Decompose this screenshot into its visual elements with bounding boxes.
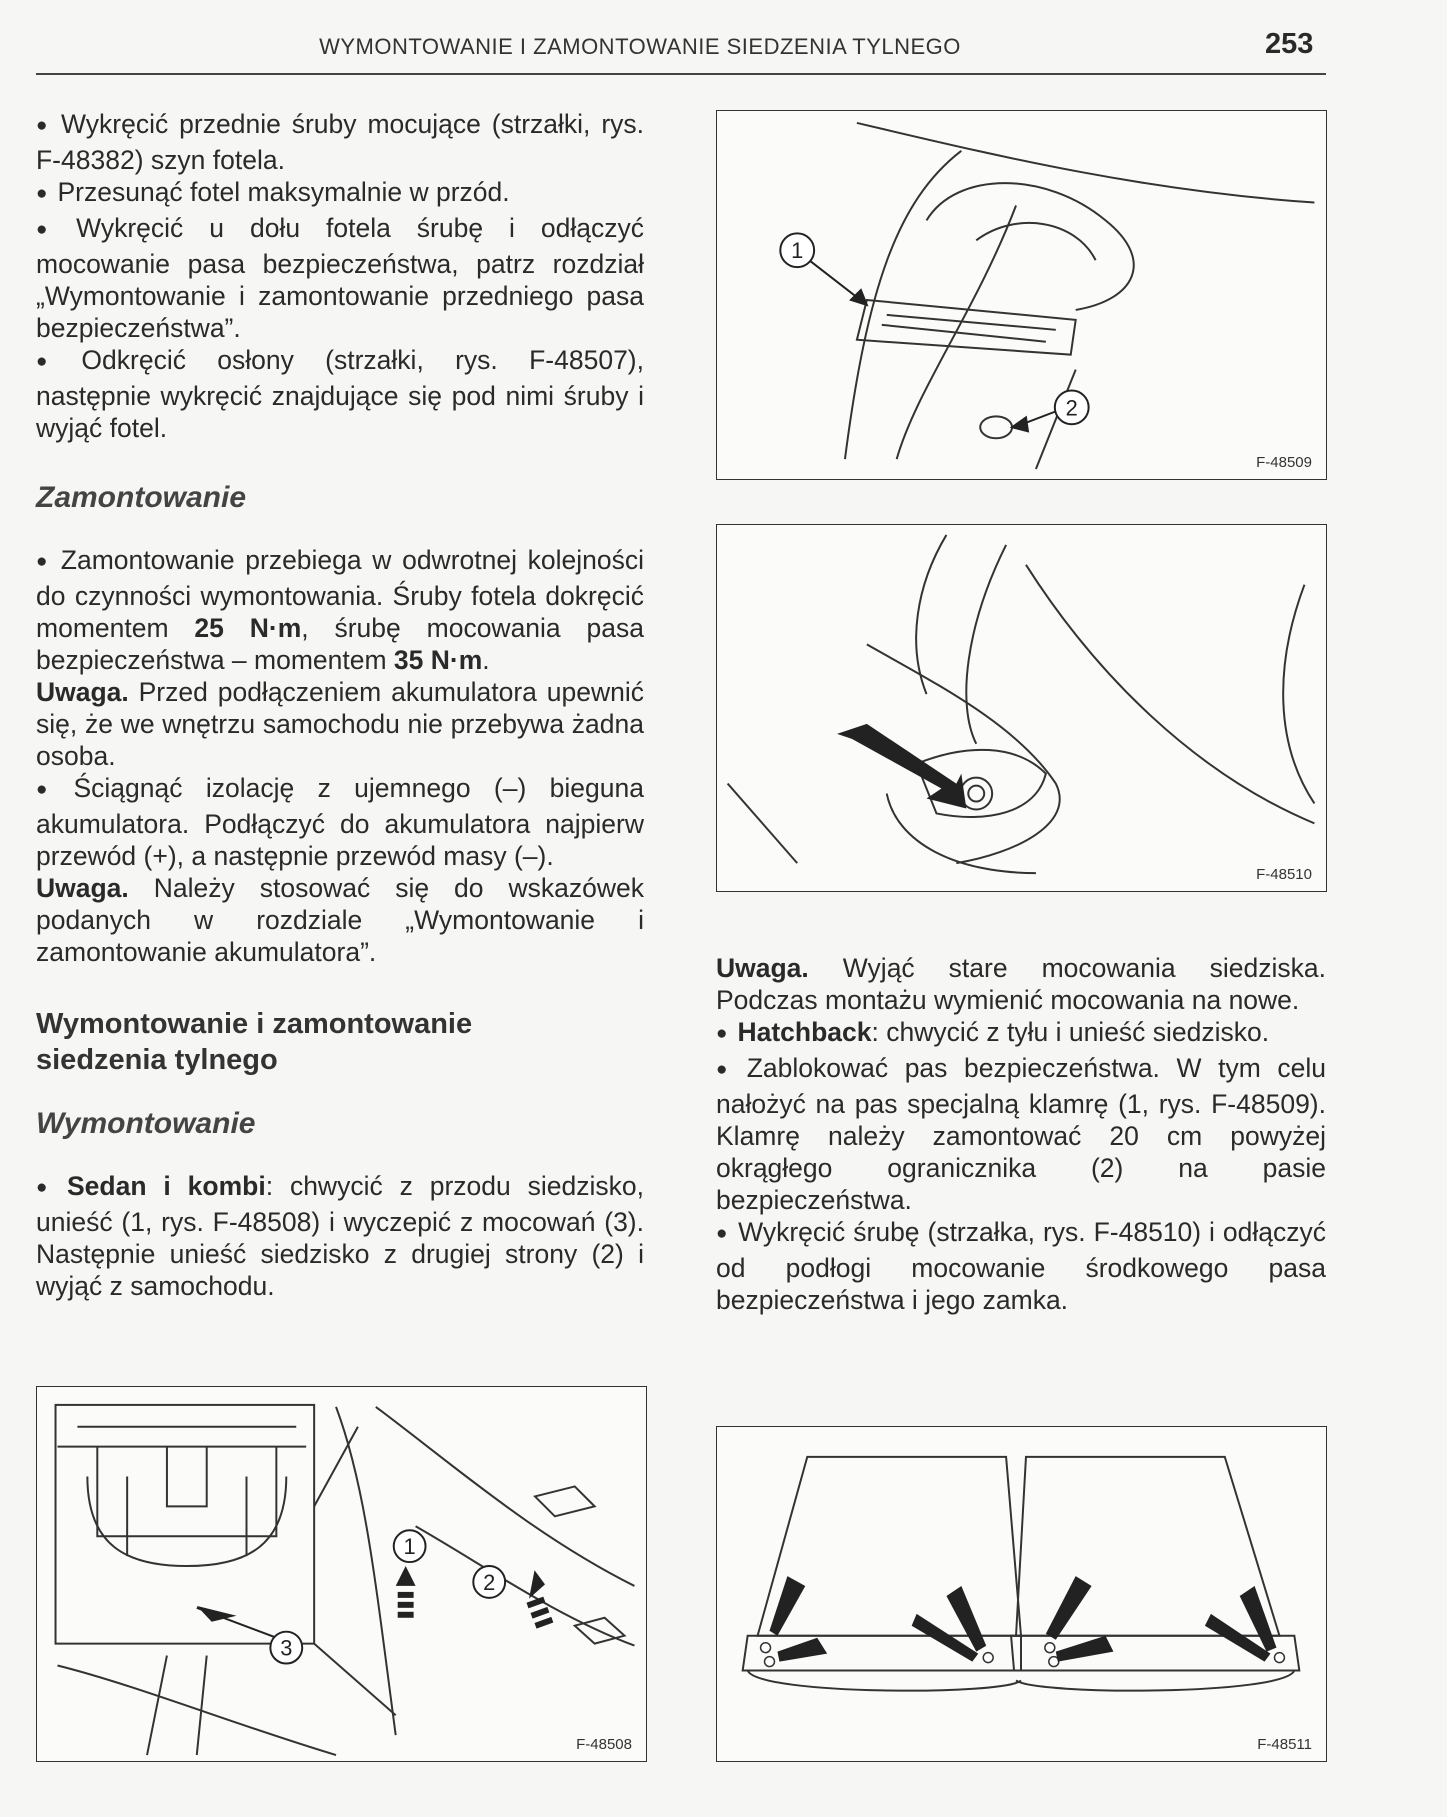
zamontowanie-paragraph: ● Zamontowanie przebiega w odwrotnej kolejności do czynności wymontowania. Śruby fotela dokręcić momentem 25 N·m, śrubę mocowania pasa bezpieczeństwa – momentem 35 N·m. [36,544,644,676]
svg-text:1: 1 [403,1534,416,1560]
right-column [716,952,1326,1316]
figure-f48510 [716,524,1327,892]
callout-1 [394,1530,426,1562]
callout-2 [1055,390,1089,424]
hatchback-paragraph: ● Hatchback: chwycić z tyłu i unieść siedzisko. [716,1016,1326,1052]
callout-3 [270,1632,302,1664]
header-rule [36,73,1326,75]
figure-f48509 [716,110,1327,480]
bullet-item: ● Zablokować pas bezpieczeństwa. W tym celu nałożyć na pas specjalną klamrę (1, rys. F-48509). Klamrę należy zamontować 20 cm powyżej okrągłego ogranicznika (2) na pasie bezpieczeństwa. [716,1052,1326,1216]
bullet-item: ● Odkręcić osłony (strzałki, rys. F-48507), następnie wykręcić znajdujące się pod nimi śruby i wyjąć fotel. [36,344,644,444]
page-header-title: WYMONTOWANIE I ZAMONTOWANIE SIEDZENIA TYLNEGO [319,34,961,59]
figure-f48508 [36,1386,647,1762]
arrow-icon [837,724,966,809]
bullet-item: ● Przesunąć fotel maksymalnie w przód. [36,176,644,212]
svg-text:1: 1 [791,238,804,264]
section-heading: Wymontowanie i zamontowanie siedzenia tylnego [36,1008,473,1076]
bullet-item: ● Wykręcić przednie śruby mocujące (strzałki, rys. F-48382) szyn fotela. [36,108,644,176]
torque-value: 25 N·m [194,613,302,643]
sedan-seat-removal-illustration [37,1387,646,1761]
svg-text:3: 3 [280,1635,293,1661]
page-number: 253 [1265,28,1314,60]
sedan-paragraph: ● Sedan i kombi: chwycić z przodu siedzisko, unieść (1, rys. F-48508) i wyczepić z mocowań (3). Następnie unieść siedzisko z drugiej strony (2) i wyjąć z samochodu. [36,1170,644,1302]
figure-label: F-48508 [576,1736,632,1753]
torque-value: 35 N·m [393,645,483,675]
bullet-item: ● Wykręcić u dołu fotela śrubę i odłączyć mocowanie pasa bezpieczeństwa, patrz rozdział „Wymontowanie i zamontowanie przedniego pasa bezpieczeństwa”. [36,212,644,344]
figure-f48511 [716,1426,1327,1762]
svg-text:2: 2 [483,1569,496,1595]
bullet-item: ● Ściągnąć izolację z ujemnego (–) bieguna akumulatora. Podłączyć do akumulatora najpierw przewód (+), a następnie przewód masy (–). [36,772,644,872]
callout-2 [473,1566,505,1598]
svg-text:2: 2 [1065,395,1078,421]
bullet-item: ● Wykręcić śrubę (strzałka, rys. F-48510) i odłączyć od podłogi mocowanie środkowego pasa bezpieczeństwa i jego zamka. [716,1216,1326,1316]
uwaga-note: Uwaga. Wyjąć stare mocowania siedziska. Podczas montażu wymienić mocowania na nowe. [716,953,1326,1015]
hatchback-seat-illustration [717,1427,1326,1761]
callout-1 [780,233,814,267]
uwaga-note: Uwaga. Przed podłączeniem akumulatora upewnić się, że we wnętrzu samochodu nie przebywa żadna osoba. [36,677,644,771]
left-column [36,108,644,1302]
figure-label: F-48509 [1256,454,1312,471]
belt-floor-bolt-illustration [717,525,1326,891]
arrow-icons [770,1576,1277,1661]
seat-belt-clamp-illustration [717,111,1326,479]
wymontowanie-heading: Wymontowanie [36,1107,256,1140]
uwaga-note: Uwaga. Należy stosować się do wskazówek podanych w rozdziale „Wymontowanie i zamontowanie akumulatora”. [36,873,644,967]
figure-label: F-48510 [1256,866,1312,883]
figure-label: F-48511 [1257,1736,1312,1753]
zamontowanie-heading: Zamontowanie [36,481,247,514]
